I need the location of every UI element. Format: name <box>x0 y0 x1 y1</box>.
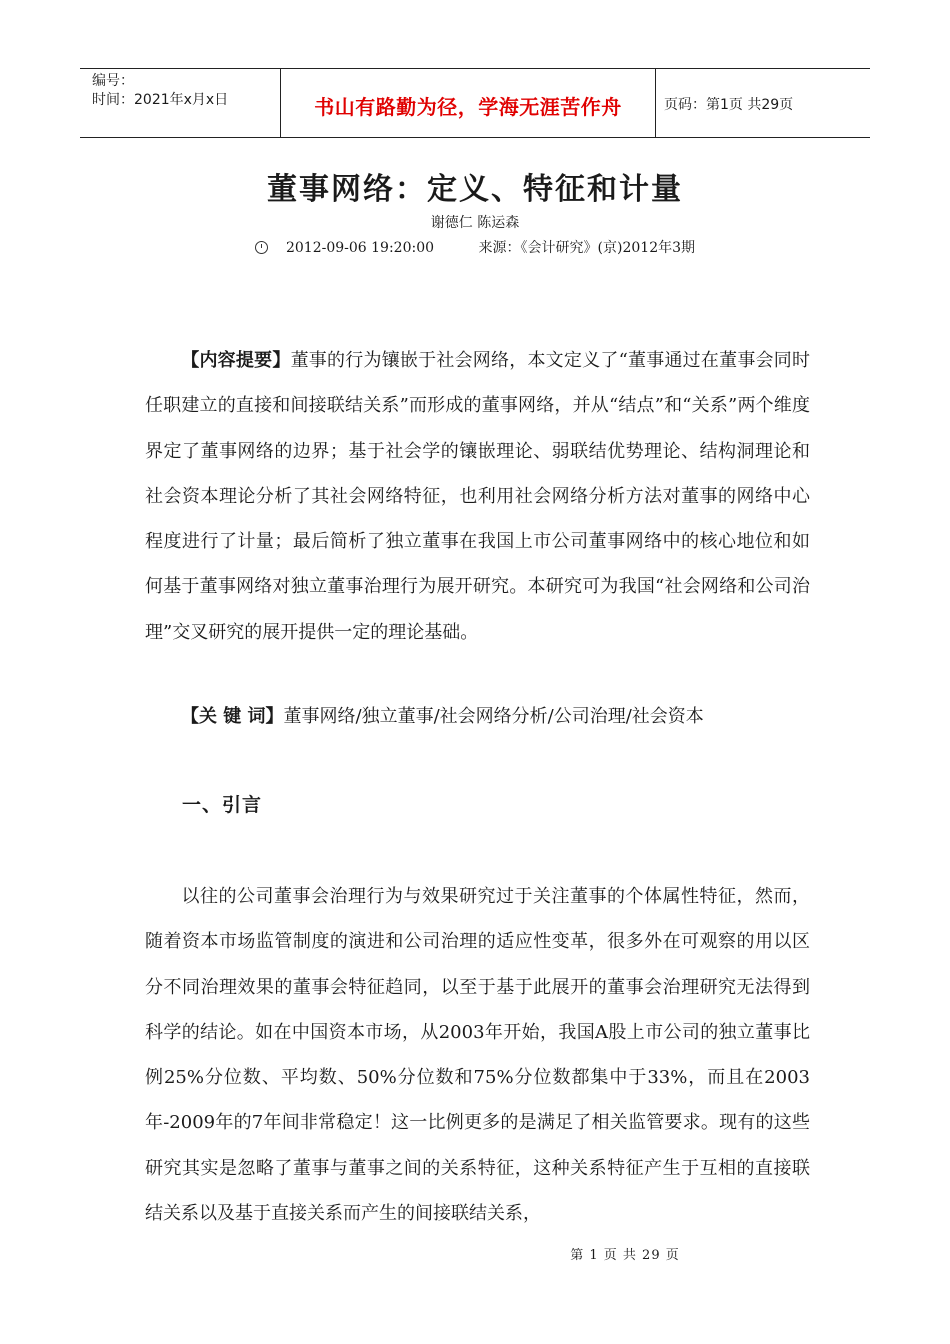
header-motto-cell <box>280 69 656 137</box>
article-datetime: 2012-09-06 19:20:00 <box>285 240 435 256</box>
header-page-cell <box>656 69 870 137</box>
header-info-cell <box>80 69 280 140</box>
body-paragraph <box>145 874 810 1236</box>
keywords-label: 【关 键 词】 <box>181 706 284 727</box>
abstract-label: 【内容提要】 <box>181 350 291 371</box>
abstract-text: 董事的行为镶嵌于社会网络，本文定义了“董事通过在董事会同时任职建立的直接和间接联结关系”而形成的董事网络，并从“结点”和“关系”两个维度界定了董事网络的边界；基于社会学的镶嵌理论、弱联结优势理论、结构洞理论和社会资本理论分析了其社会网络特征，也利用社会网络分析方法对董事的网络中心程度进行了计量；最后简析了独立董事在我国上市公司董事网络中的核心地位和如何基于董事网络对独立董事治理行为展开研究。本研究可为我国“社会网络和公司治理”交叉研究的展开提供一定的理论基础。 <box>145 350 810 643</box>
time-label: 时间：2021年x月x日 <box>92 92 229 108</box>
article-source: 来源：《会计研究》(京)2012年3期 <box>478 240 696 256</box>
abstract-paragraph <box>145 338 810 655</box>
keywords-text: 董事网络/独立董事/社会网络分析/公司治理/社会资本 <box>283 706 704 727</box>
document-header <box>80 68 870 138</box>
article-title: 董事网络：定义、特征和计量 <box>267 172 683 207</box>
number-label: 编号： <box>92 73 134 89</box>
section-heading: 一、引言 <box>182 794 263 816</box>
article-authors: 谢德仁 陈运森 <box>430 215 520 231</box>
article-meta <box>0 237 950 257</box>
body-text: 以往的公司董事会治理行为与效果研究过于关注董事的个体属性特征，然而，随着资本市场监管制度的演进和公司治理的适应性变革，很多外在可观察的用以区分不同治理效果的董事会特征趋同，以至于基于此展开的董事会治理研究无法得到科学的结论。如在中国资本市场，从2003年开始，我国A股上市公司的独立董事比例25%分位数、平均数、50%分位数和75%分位数都集中于33%，而且在2003年-2009年的7年间非常稳定！这一比例更多的是满足了相关监管要求。现有的这些研究其实是忽略了董事与董事之间的关系特征，这种关系特征产生于互相的直接联结关系以及基于直接关系而产生的间接联结关系， <box>145 886 810 1225</box>
page-footer: 第 1 页 共 29 页 <box>570 1248 680 1263</box>
motto-text: 书山有路勤为径，学海无涯苦作舟 <box>314 95 622 119</box>
clock-icon <box>255 241 268 254</box>
keywords-line <box>181 702 704 732</box>
page-code: 页码：第1页 共29页 <box>664 97 794 113</box>
